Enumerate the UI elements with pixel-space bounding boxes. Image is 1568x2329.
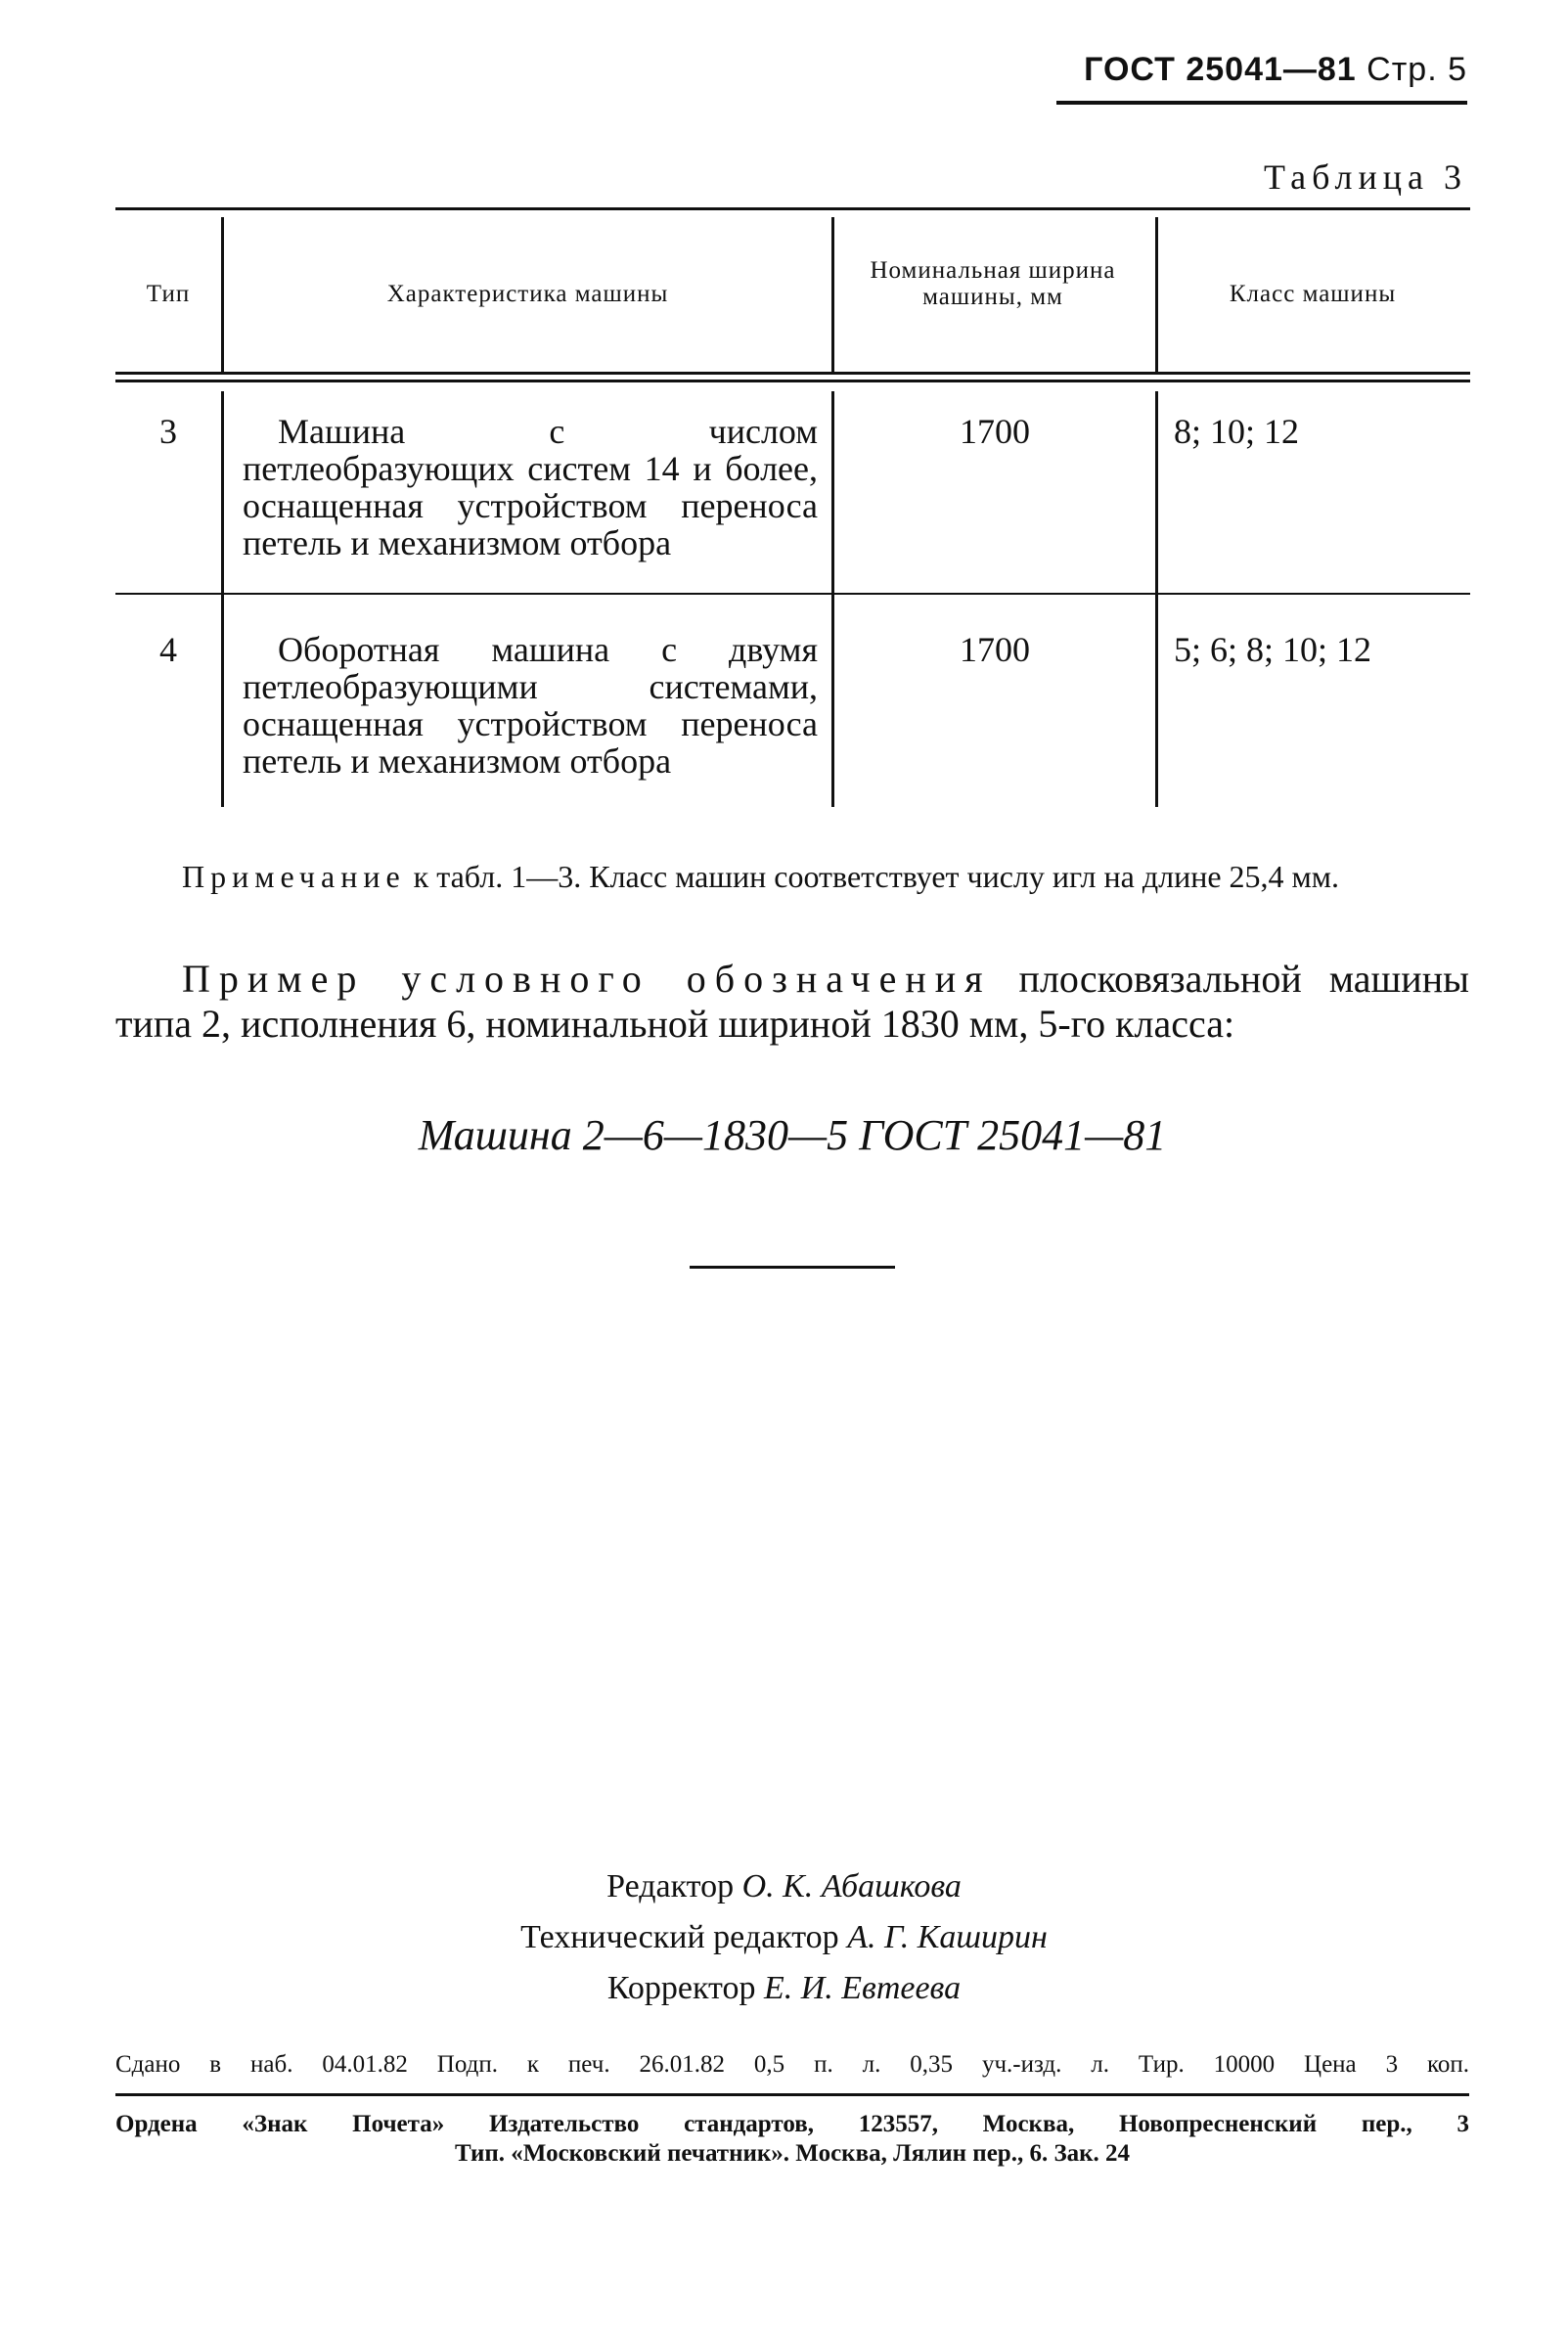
col-divider-3-body [1155,391,1158,807]
row-class: 8; 10; 12 [1174,412,1300,451]
page-number: Стр. 5 [1366,51,1467,88]
tech-editor-name: А. Г. Каширин [847,1919,1048,1955]
col-divider-2-body [831,391,834,807]
gost-number: ГОСТ 25041—81 [1084,51,1357,88]
col-header-width: Номинальная ширина машины, мм [870,257,1116,310]
row-class: 5; 6; 8; 10; 12 [1174,630,1372,669]
example-text: плосковязальной машины типа 2, исполнения 6, номинальной шириной 1830 мм, 5-го класса: [115,957,1469,1046]
corrector-name: Е. И. Евтеева [763,1970,962,2006]
header-underline [1056,101,1467,105]
table-header-rule-1 [115,372,1470,375]
page-header [978,51,1467,89]
row-width: 1700 [960,630,1030,669]
col-header-class: Класс машины [1229,281,1397,307]
corrector-role: Корректор [606,1970,756,2006]
credit-corrector [0,1970,1568,2007]
table-top-rule [115,207,1470,210]
designation-example: Машина 2—6—1830—5 ГОСТ 25041—81 [418,1111,1167,1159]
row-description: Оборотная машина с двумя петлеобразующими системами, оснащенная устройством переноса петель и механизмом отбора [243,630,818,781]
row-width: 1700 [960,412,1030,451]
col-header-type: Тип [146,281,191,307]
note-label: Примечание [182,859,406,894]
table-label: Таблица 3 [1264,157,1467,197]
editor-role: Редактор [606,1868,735,1904]
credit-editor [0,1868,1568,1905]
imprint-line-3: Тип. «Московский печатник». Москва, Лялин пер., 6. Зак. 24 [454,2140,1131,2167]
imprint-line-2: Ордена «Знак Почета» Издательство стандартов, 123557, Москва, Новопресненский пер., 3 [115,2111,1469,2137]
table-note [115,859,1469,894]
note-text: к табл. 1—3. Класс машин соответствует числу игл на длине 25,4 мм. [413,859,1340,894]
editor-name: О. К. Абашкова [741,1868,962,1904]
example-lead: Пример условного обозначения [182,957,992,1001]
col-divider-2-head [831,217,834,372]
table-header-rule-2 [115,380,1470,382]
imprint-line-1: Сдано в наб. 04.01.82 Подп. к печ. 26.01.82 0,5 п. л. 0,35 уч.-изд. л. Тир. 10000 Цена 3 коп. [115,2051,1469,2078]
imprint-rule [115,2093,1469,2096]
col-header-characteristic: Характеристика машины [386,281,669,307]
row-type: 4 [159,630,177,669]
col-divider-1-body [221,391,224,807]
row-type: 3 [159,412,177,451]
row-description: Машина с числом петлеобразующих систем 14 и более, оснащенная устройством переноса петель и механизмом отбора [243,412,818,562]
tech-editor-role: Технический редактор [520,1919,839,1955]
table-row-divider [115,593,1470,595]
designation-example-paragraph [115,957,1469,1047]
section-end-rule [690,1266,895,1269]
credit-tech-editor [0,1919,1568,1956]
